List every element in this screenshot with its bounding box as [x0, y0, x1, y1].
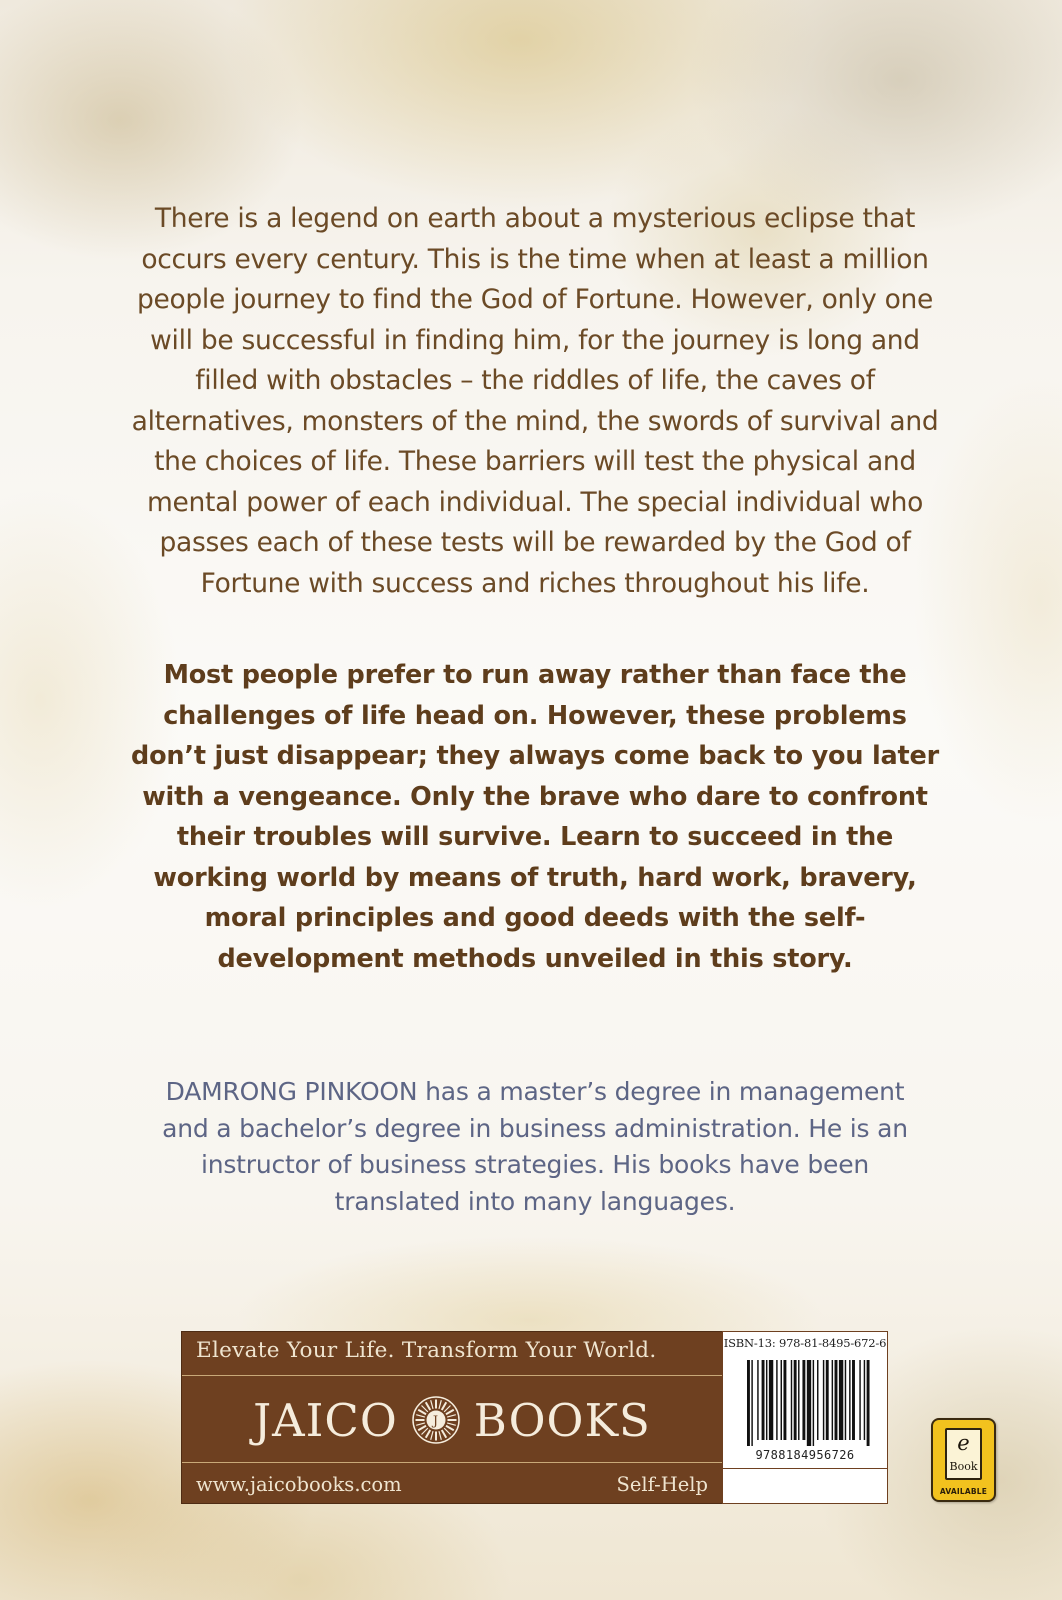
- barcode-bar: [757, 1360, 758, 1440]
- publisher-website: www.jaicobooks.com: [196, 1473, 402, 1496]
- barcode-bar: [762, 1360, 765, 1440]
- barcode-bar: [826, 1360, 829, 1440]
- divider: [182, 1462, 722, 1463]
- divider: [723, 1468, 887, 1469]
- ebook-letter: e: [957, 1431, 970, 1455]
- sun-emblem-icon: [412, 1396, 460, 1444]
- emblem-ray: [439, 1431, 441, 1440]
- emblem-letter: J: [432, 1414, 439, 1429]
- emblem-ray: [444, 1428, 450, 1434]
- emblem-ray: [426, 1402, 431, 1410]
- barcode-icon: [747, 1360, 871, 1446]
- synopsis-paragraph: There is a legend on earth about a mysterious eclipse that occurs every century. This is the time when at least a million people journey to find the God of Fortune. However, only one will be successful in finding him, for the journey is long and filled with obstacles – the riddles of life, the caves of alternatives, monsters of the mind, the swords of survival and the choices of life. These barriers will test the physical and mental power of each individual. The special individual who passes each of these tests will be rewarded by the God of Fortune with success and riches throughout his life.: [131, 203, 939, 599]
- ebook-icon: [945, 1428, 982, 1480]
- barcode-bar: [852, 1360, 855, 1440]
- barcode-bar: [747, 1360, 750, 1446]
- emblem-ray: [446, 1410, 454, 1415]
- emblem-ray: [418, 1426, 426, 1431]
- barcode-block: [722, 1331, 888, 1504]
- barcode-bar: [783, 1360, 786, 1440]
- barcode-bar: [766, 1360, 767, 1440]
- isbn-label: ISBN-13: 978-81-8495-672-6: [723, 1336, 887, 1350]
- barcode-bar: [845, 1360, 846, 1440]
- barcode-bar: [817, 1360, 818, 1440]
- emblem-ray: [447, 1415, 456, 1417]
- emblem-ray: [418, 1410, 426, 1415]
- barcode-bar: [802, 1360, 805, 1440]
- barcode-bar: [864, 1360, 865, 1440]
- barcode-bar: [832, 1360, 833, 1440]
- emblem-ray: [430, 1400, 432, 1409]
- barcode-bar: [781, 1360, 782, 1440]
- emblem-ray: [421, 1428, 427, 1434]
- emblem-ray: [439, 1400, 441, 1409]
- barcode-bar: [807, 1360, 811, 1446]
- barcode-bar: [791, 1360, 792, 1440]
- barcode-digits: 9788184956726: [755, 1448, 855, 1462]
- ebook-available-badge: [931, 1418, 996, 1502]
- emblem-ray: [446, 1426, 454, 1431]
- highlight-paragraph: Most people prefer to run away rather than face the challenges of life head on. However, these problems don’t just disappear; they always come back to you later with a vengeance. Only the brave who dare to confront their troubles will survive. Learn to succeed in the working world by means of truth, hard work, bravery, moral principles and good deeds with the self-development methods unveiled in this story.: [131, 660, 939, 974]
- barcode-bar: [798, 1360, 799, 1440]
- barcode-bar: [751, 1360, 752, 1446]
- barcode-bar: [867, 1360, 870, 1446]
- barcode-bar: [813, 1360, 814, 1446]
- publisher-name-left: JAICO: [253, 1393, 398, 1447]
- emblem-ray: [426, 1430, 431, 1438]
- barcode-bar: [823, 1360, 824, 1440]
- barcode-bar: [839, 1360, 843, 1440]
- emblem-ray: [416, 1423, 425, 1425]
- emblem-ray: [447, 1423, 456, 1425]
- ebook-word: Book: [949, 1460, 978, 1473]
- publisher-logo: [182, 1384, 722, 1456]
- book-category: Self-Help: [616, 1473, 708, 1496]
- ebook-available-label: AVAILABLE: [939, 1487, 988, 1496]
- publisher-name-right: BOOKS: [473, 1393, 651, 1447]
- barcode-bar: [794, 1360, 797, 1440]
- publisher-block: [181, 1331, 723, 1504]
- barcode-bar: [849, 1360, 850, 1440]
- barcode-bar: [776, 1360, 777, 1440]
- emblem-ray: [416, 1415, 425, 1417]
- emblem-ray: [442, 1430, 447, 1438]
- barcode-bar: [835, 1360, 838, 1440]
- barcode-bar: [769, 1360, 773, 1440]
- emblem-ray: [444, 1406, 450, 1412]
- author-bio: DAMRONG PINKOON has a master’s degree in management and a bachelor’s degree in business administration. He is an instructor of business strategies. His books have been translated into many languages.: [162, 1077, 908, 1216]
- emblem-ray: [430, 1431, 432, 1440]
- barcode-bar: [859, 1360, 860, 1440]
- emblem-ray: [442, 1402, 447, 1410]
- emblem-ray: [421, 1406, 427, 1412]
- publisher-tagline: Elevate Your Life. Transform Your World.: [196, 1338, 657, 1363]
- divider: [182, 1375, 722, 1376]
